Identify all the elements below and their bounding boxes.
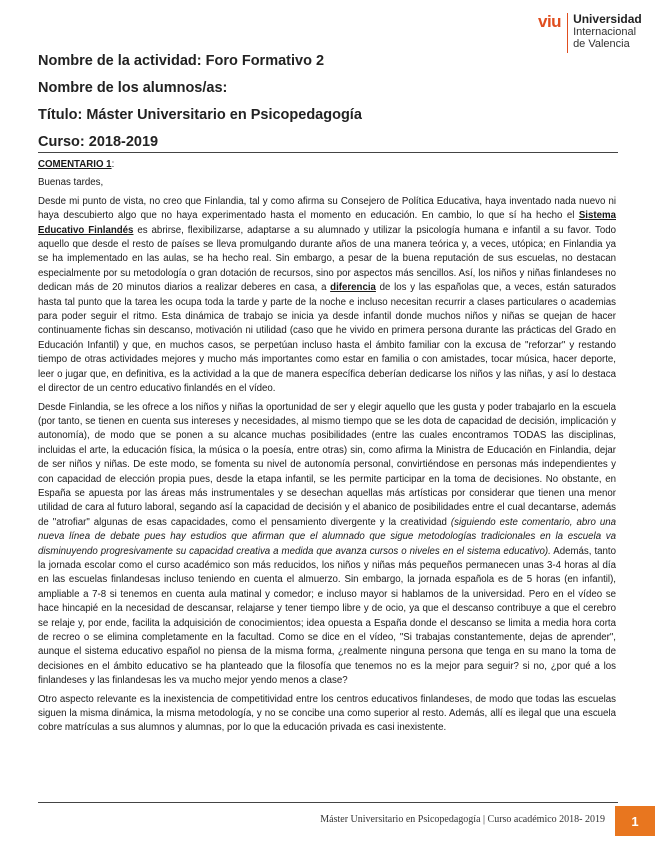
logo-line-1: Universidad — [573, 12, 642, 26]
paragraph-1-text-b: es abrirse, flexibilizarse, adaptarse a su alumnado y utilizar la psicología humana e infantil a su favor. Todo aquello que desde el resto de países se lleva promulgando durante años de una manera teórica y, a veces, utópica; en Finlandia ya se ha implementado en las aulas, se ha hecho real. Sin embargo, a pesar de la buena reputación de sus escuelas, no destacan especialmente por su metodología o gran dotación de recursos, sino por aspectos más sencillos. Así, los niños y niñas finlandeses no dedican más de 20 minutos diarios a realizar deberes en casa, a — [38, 224, 617, 294]
footer-text: Máster Universitario en Psicopedagogía | Curso académico 2018- 2019 — [320, 814, 605, 825]
greeting: Buenas tardes, — [38, 177, 104, 189]
activity-name: Nombre de la actividad: Foro Formativo 2 — [38, 53, 325, 69]
course-year: Curso: 2018-2019 — [38, 134, 159, 150]
paragraph-2-text-a: Desde Finlandia, se les ofrece a los niños y niñas la oportunidad de ser y elegir aquello que les gusta y poder trabajarlo en la escuela (por tanto, se tienen en cuenta sus intereses y necesidades, al mismo tiempo que se les dota de capacidad de decisión, implicación y autonomía), de modo que se ponen a su alcance muchas posibilidades (entre las cuales encontramos TODAS las disciplinas, incluidas el arte, la educación física, la música o la poesía, entre otras) sin, como afirma la Ministra de Educación en Finlandia, dejar de ser niños y niñas. De este modo, se fomenta su nivel de autonomía personal, convirtiéndose en personas más independientes y con capacidad de elección propia pues, desde la etapa infantil, se les permite participar en la toma de decisiones. No obstante, en España se apuesta por las áreas más instrumentales y se desechan aquellas más artísticas por considerar que tienen una menor utilidad de cara al futuro laboral, segando así la capacidad de decisión y el abanico de posibilidades entre el cual decantarse, además de "atrofiar" algunas de esas capacidades, como el pensamiento divergente y la creatividad — [38, 401, 616, 528]
paragraph-3: Otro aspecto relevante es la inexistencia de competitividad entre los centros educativos finlandeses, de modo que todas las escuelas siguen la misma dinámica, la misma metodología, y no se concibe una como superior al resto. Además, allí es ilegal que una escuela cobre matrículas a sus alumnos y alumnas, por lo que la educación privada es casi inexistente. — [38, 693, 616, 734]
comment-title — [38, 158, 616, 172]
header-divider — [38, 152, 618, 153]
viu-logo-mark: viu — [538, 12, 562, 31]
logo-wordmark — [573, 13, 642, 51]
students-name: Nombre de los alumnos/as: — [38, 80, 228, 96]
link-diferencia[interactable]: diferencia — [330, 282, 376, 294]
document-header — [38, 52, 618, 160]
university-logo — [538, 13, 642, 53]
footer-divider — [38, 802, 618, 803]
paragraph-2-italic-note: (siguiendo este comentario, abro una nueva línea de debate pues hay estudios que afirman que el alumnado que sigue metodologías tradicionales en la escuela va disminuyendo progresivamente su capacidad creativa a medida que avanza cursos o niveles en el sistema educativo). — [38, 516, 616, 557]
paragraph-1 — [38, 195, 616, 397]
comment-title-label: COMENTARIO 1 — [38, 159, 112, 170]
comment-title-colon: : — [111, 159, 115, 170]
logo-line-3: de Valencia — [573, 38, 630, 50]
document-title: Título: Máster Universitario en Psicopedagogía — [38, 107, 362, 123]
paragraph-1-text-a: Desde mi punto de vista, no creo que Finlandia, tal y como afirma su Consejero de Política Educativa, haya inventado nada nuevo ni haya descubierto algo que no haya experimentado hasta el momento en educación. En cambio, lo que sí ha hecho el — [38, 195, 616, 222]
page-number: 1 — [615, 806, 655, 836]
paragraph-2-text-b: Además, tanto la jornada escolar como el curso académico son más reducidos, los niños y niñas más pequeños permanecen unas 3-4 horas al día en las escuelas finlandesas incluso teniendo en cuenta el almuerzo. Sin embargo, la jornada española es de 5 horas (en infantil), ampliable a 7-8 si tenemos en cuenta aula matinal y comedor; e incluso mayor si hablamos de la universidad. Pero en el vídeo se hace hincapié en la necesidad de descansar, relajarse y tener tiempo libre y de ocio, ya que el descanso contribuye a que el cerebro se relaje y, por ende, facilita la adquisición de conocimientos; idea opuesta a España donde el descanso se limita a media hora corta de recreo o se elimina completamente en la facultad. Como se dice en el vídeo, "Si trabajas constantemente, dejas de aprender", aunque el sistema educativo español no piensa de la misma forma, ¿realmente ninguna persona que tenga en su mano la toma de decisiones en el ámbito educativo se ha planteado que la filosofía que tenemos no es la mejor para seguir? si no, ¿por qué a los finlandeses y las finlandesas les va mucho mejor yendo menos a clase? — [38, 545, 616, 687]
comment-body — [38, 158, 616, 740]
logo-separator — [567, 13, 568, 53]
logo-line-2: Internacional — [573, 25, 637, 38]
paragraph-1-text-c: de los y las españolas que, a veces, están saturados hasta tal punto que la tarea les ocupa toda la tarde y parte de la noche e incluso necesitan recurrir a clases particulares o academias para poder seguir el ritmo. Esta dinámica de trabajo se inicia ya desde infantil donde muchos niños y niñas se quejan de hacer continuamente fichas sin descanso, motivación ni utilidad (caso que he vivido en primera persona durante las prácticas del Grado en Educación Infantil) y que, en muchos casos, se perpetúan incluso hasta el ámbito familiar con la excusa de "reforzar" y restando tiempo de otras actividades mejores y mucho más importantes como estar en familia o con amistades, tocar música, hacer deporte, leer o jugar que, en definitiva, es la actividad a la que de manera específica deberían dedicarse los niños y las niñas, y así lo destaca el director de un centro educativo finlandés en el vídeo. — [38, 282, 616, 395]
paragraph-2 — [38, 401, 616, 689]
link-sistema-educativo[interactable]: Sistema Educativo Finlandés — [38, 210, 616, 236]
